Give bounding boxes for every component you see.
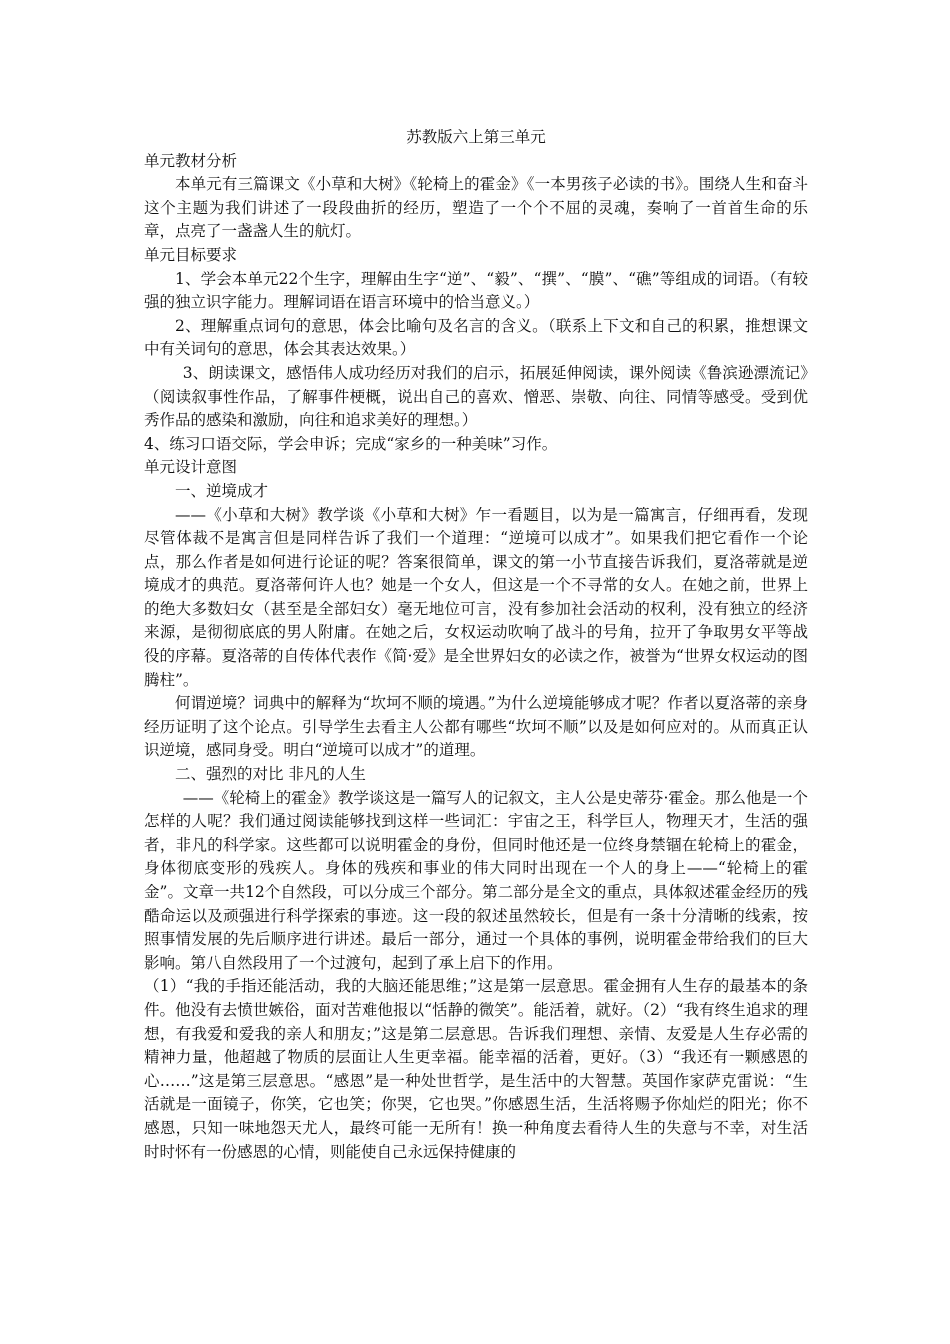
design-subheading-2: 二、强烈的对比 非凡的人生	[175, 765, 366, 784]
section-heading-goals: 单元目标要求	[144, 245, 238, 264]
design-paragraph-1: ——《小草和大树》教学谈《小草和大树》乍一看题目，以为是一篇寓言，仔细再看，发现尽管体裁不是寓言但是同样告诉了我们一个道理：“逆境可以成才”。如果我们把它看作一个论点，那么作者是如何进行论证的呢？答案很简单，课文的第一小节直接告诉我们，夏洛蒂就是逆境成才的典范。夏洛蒂何许人也？她是一个女人，但这是一个不寻常的女人。在她之前，世界上的绝大多数妇女（甚至是全部妇女）毫无地位可言，没有参加社会活动的权利，没有独立的经济来源，是彻彻底底的男人附庸。在她之后，女权运动吹响了战斗的号角，拉开了争取男女平等战役的序幕。夏洛蒂的自传体代表作《简·爱》是全世界妇女的必读之作，被誉为“世界女权运动的图腾柱”。	[144, 505, 808, 689]
design-paragraph-4: （1）“我的手指还能活动，我的大脑还能思维；”这是第一层意思。霍金拥有人生存的最基本的条件。他没有去愤世嫉俗，面对苦难他报以“恬静的微笑”。能活着，就好。（2）“我有终生追求的理想，有我爱和爱我的亲人和朋友；”这是第二层意思。告诉我们理想、亲情、友爱是人生存必需的精神力量，他超越了物质的层面让人生更幸福。能幸福的活着，更好。（3）“我还有一颗感恩的心……”这是第三层意思。“感恩”是一种处世哲学，是生活中的大智慧。英国作家萨克雷说：“生活就是一面镜子，你笑，它也笑；你哭，它也哭。”你感恩生活，生活将赐予你灿烂的阳光；你不感恩，只知一味地怨天尤人，最终可能一无所有！换一种角度去看待人生的失意与不幸，对生活时时怀有一份感恩的心情，则能使自己永远保持健康的	[144, 977, 808, 1161]
goal-item-3: 3、朗读课文，感悟伟人成功经历对我们的启示，拓展延伸阅读，课外阅读《鲁滨逊漂流记》（阅读叙事性作品，了解事件梗概，说出自己的喜欢、憎恶、崇敬、向往、同情等感受。受到优秀作品的感染和激励，向往和追求美好的理想。）	[144, 363, 808, 430]
design-paragraph-2: 何谓逆境？词典中的解释为“坎坷不顺的境遇。”为什么逆境能够成才呢？作者以夏洛蒂的亲身经历证明了这个论点。引导学生去看主人公都有哪些“坎坷不顺”以及是如何应对的。从而真正认识逆境，感同身受。明白“逆境可以成才”的道理。	[144, 694, 808, 760]
goal-item-2: 2、理解重点词句的意思，体会比喻句及名言的含义。（联系上下文和自己的积累，推想课文中有关词句的意思，体会其表达效果。）	[144, 316, 808, 359]
design-subheading-1: 一、逆境成才	[175, 481, 269, 500]
design-paragraph-3: ——《轮椅上的霍金》教学谈这是一篇写人的记叙文，主人公是史蒂芬·霍金。那么他是一个怎样的人呢？我们通过阅读能够找到这样一些词汇：宇宙之王，科学巨人，物理天才，生活的强者，非凡的科学家。这些都可以说明霍金的身份，但同时他还是一位终身禁锢在轮椅上的霍金，身体彻底变形的残疾人。身体的残疾和事业的伟大同时出现在一个人的身上——“轮椅上的霍金”。文章一共12个自然段，可以分成三个部分。第二部分是全文的重点，具体叙述霍金经历的残酷命运以及顽强进行科学探索的事迹。这一段的叙述虽然较长，但是有一条十分清晰的线索，按照事情发展的先后顺序进行讲述。最后一部分，通过一个具体的事例，说明霍金带给我们的巨大影响。第八自然段用了一个过渡句，起到了承上启下的作用。	[144, 788, 808, 972]
goal-item-4: 4、练习口语交际，学会申诉；完成“家乡的一种美味”习作。	[144, 434, 558, 453]
goal-item-1: 1、学会本单元22个生字，理解由生字“逆”、“毅”、“撰”、“膜”、“礁”等组成的词语。（有较强的独立识字能力。理解词语在语言环境中的恰当意义。）	[144, 269, 808, 312]
analysis-paragraph: 本单元有三篇课文《小草和大树》《轮椅上的霍金》《一本男孩子必读的书》。围绕人生和奋斗这个主题为我们讲述了一段段曲折的经历，塑造了一个个不屈的灵魂，奏响了一首首生命的乐章，点亮了一盏盏人生的航灯。	[144, 175, 808, 241]
document-title: 苏教版六上第三单元	[406, 128, 546, 146]
document-page	[144, 126, 808, 1164]
section-heading-design: 单元设计意图	[144, 458, 238, 477]
section-heading-analysis: 单元教材分析	[144, 151, 238, 170]
